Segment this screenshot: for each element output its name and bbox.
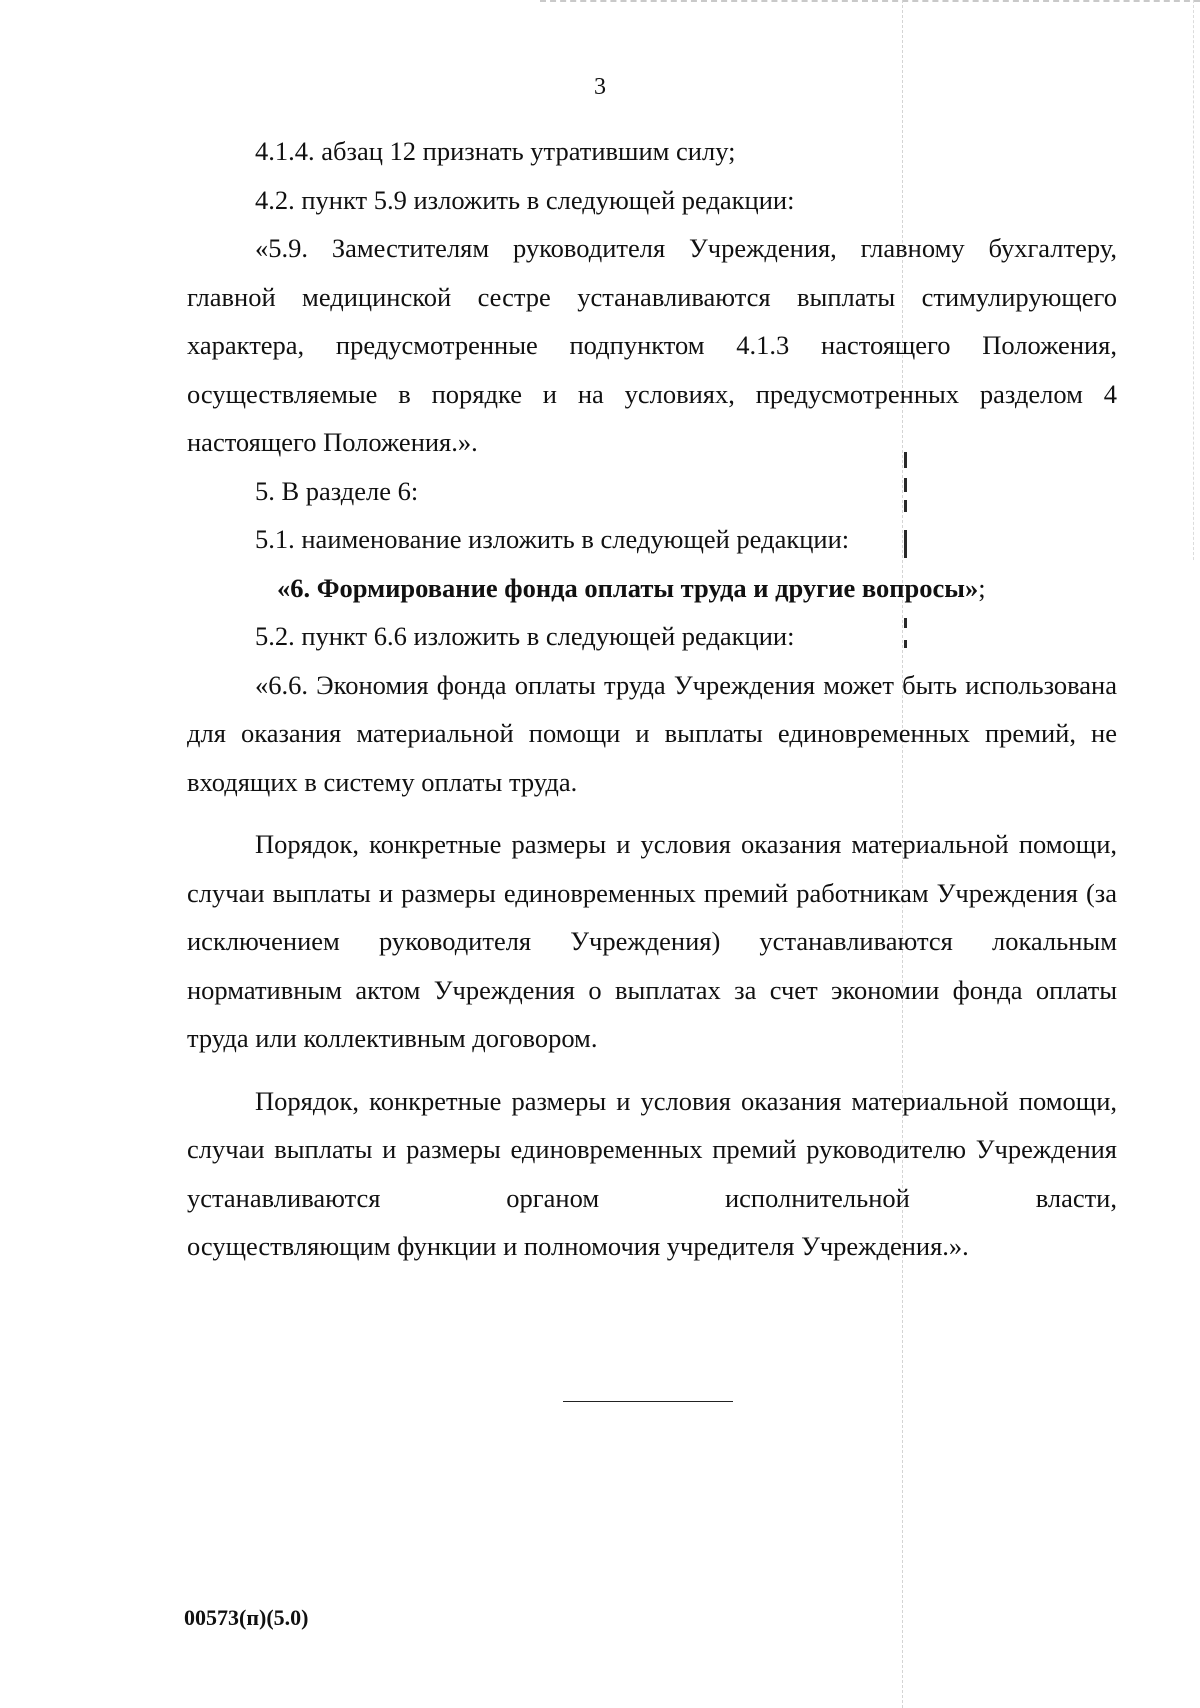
paragraph: 5.2. пункт 6.6 изложить в следующей редакции:	[255, 621, 795, 651]
paragraph: 4.2. пункт 5.9 изложить в следующей редакции:	[255, 184, 795, 215]
paragraph: «5.9. Заместителям руководителя Учреждения, главному бухгалтеру, главной медицинской сестре устанавливаются выплаты стимулирующего характера, предусмотренные подпунктом 4.1.3 настоящего Положения, осуществляемые в порядке и на условиях, предусмотренных разделом 4 настоящего Положения.».	[187, 233, 1117, 457]
separator-line	[563, 1401, 733, 1402]
section-heading-tail: ;	[978, 572, 986, 603]
paragraph: 4.1.4. абзац 12 признать утратившим силу;	[255, 136, 736, 166]
section-heading	[187, 564, 1117, 613]
document-code: 00573(п)(5.0)	[184, 1605, 309, 1630]
paragraph: Порядок, конкретные размеры и условия оказания материальной помощи, случаи выплаты и размеры единовременных премий руководителю Учреждения устанавливаются органом исполнительной власти,	[187, 1085, 1117, 1213]
section-heading-title: «6. Формирование фонда оплаты труда и другие вопросы»	[277, 572, 979, 603]
page-number: 3	[594, 74, 606, 100]
document-body	[187, 127, 1117, 1271]
paragraph: «6.6. Экономия фонда оплаты труда Учреждения может быть использована для оказания материальной помощи и выплаты единовременных премий, не входящих в систему оплаты труда.	[187, 669, 1117, 797]
paragraph: Порядок, конкретные размеры и условия оказания материальной помощи, случаи выплаты и размеры единовременных премий работникам Учреждения (за исключением руководителя Учреждения) устанавливаются локальным нормативным актом Учреждения о выплатах за счет экономии фонда оплаты труда или коллективным договором.	[187, 829, 1117, 1053]
scan-artifact-top	[540, 0, 1200, 2]
paragraph: 5. В разделе 6:	[255, 475, 419, 506]
paragraph: 5.1. наименование изложить в следующей редакции:	[255, 524, 850, 554]
paragraph: осуществляющим функции и полномочия учредителя Учреждения.».	[187, 1231, 969, 1261]
